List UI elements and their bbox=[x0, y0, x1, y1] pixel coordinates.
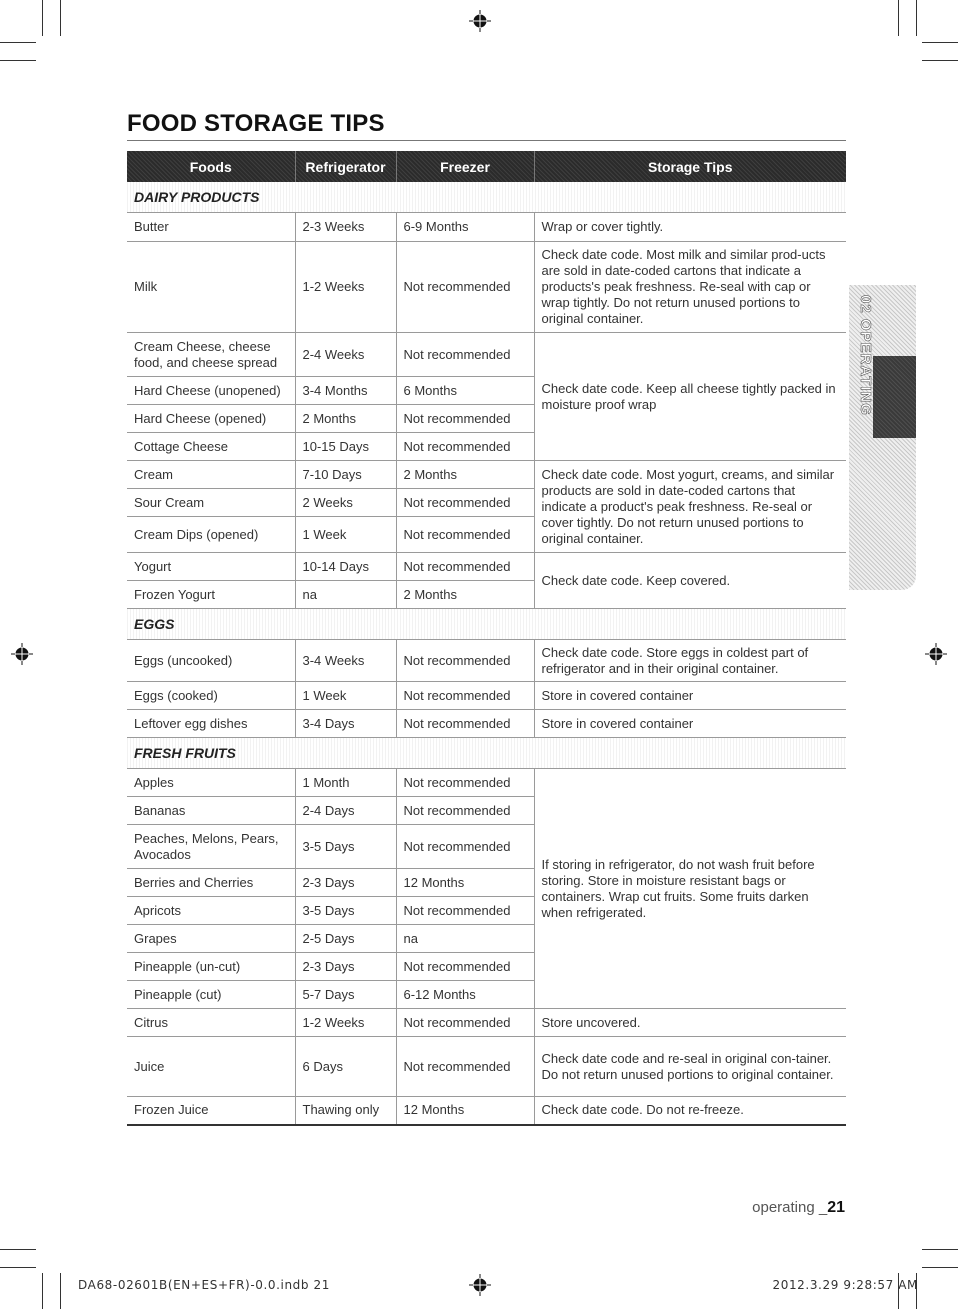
refrigerator-cell: 3-5 Days bbox=[295, 897, 396, 925]
section-row-fruits bbox=[127, 738, 846, 769]
refrigerator-cell: 2 Weeks bbox=[295, 489, 396, 517]
crop-mark bbox=[60, 1273, 61, 1309]
freezer-cell: Not recommended bbox=[396, 640, 534, 682]
food-cell: Grapes bbox=[127, 925, 295, 953]
freezer-cell: Not recommended bbox=[396, 682, 534, 710]
food-cell: Bananas bbox=[127, 797, 295, 825]
food-cell: Sour Cream bbox=[127, 489, 295, 517]
tip-cell: Wrap or cover tightly. bbox=[534, 213, 846, 242]
page-footer bbox=[752, 1199, 845, 1217]
table-row bbox=[127, 710, 846, 738]
food-cell: Pineapple (un-cut) bbox=[127, 953, 295, 981]
crop-mark bbox=[922, 60, 958, 61]
table-header-row bbox=[127, 151, 846, 182]
freezer-cell: 12 Months bbox=[396, 1097, 534, 1125]
tip-cell: Check date code. Keep all cheese tightly packed in moisture proof wrap bbox=[534, 333, 846, 461]
table-row bbox=[127, 553, 846, 581]
freezer-cell: Not recommended bbox=[396, 769, 534, 797]
food-cell: Cream Dips (opened) bbox=[127, 517, 295, 553]
refrigerator-cell: 5-7 Days bbox=[295, 981, 396, 1009]
section-title: DAIRY PRODUCTS bbox=[127, 182, 846, 213]
section-row-eggs bbox=[127, 609, 846, 640]
refrigerator-cell: 1-2 Weeks bbox=[295, 1009, 396, 1037]
column-header-foods: Foods bbox=[127, 151, 295, 182]
column-header-refrigerator: Refrigerator bbox=[295, 151, 396, 182]
food-cell: Eggs (uncooked) bbox=[127, 640, 295, 682]
freezer-cell: 2 Months bbox=[396, 581, 534, 609]
section-row-dairy bbox=[127, 182, 846, 213]
food-cell: Apricots bbox=[127, 897, 295, 925]
table-row bbox=[127, 213, 846, 242]
page-number: 21 bbox=[827, 1199, 845, 1216]
freezer-cell: 6-9 Months bbox=[396, 213, 534, 242]
refrigerator-cell: 7-10 Days bbox=[295, 461, 396, 489]
refrigerator-cell: 10-14 Days bbox=[295, 553, 396, 581]
refrigerator-cell: 2-5 Days bbox=[295, 925, 396, 953]
food-cell: Pineapple (cut) bbox=[127, 981, 295, 1009]
freezer-cell: Not recommended bbox=[396, 1037, 534, 1097]
column-header-freezer: Freezer bbox=[396, 151, 534, 182]
freezer-cell: 6 Months bbox=[396, 377, 534, 405]
refrigerator-cell: 2-3 Days bbox=[295, 953, 396, 981]
section-title: FRESH FRUITS bbox=[127, 738, 846, 769]
table-row bbox=[127, 1037, 846, 1097]
print-date-info: 2012.3.29 9:28:57 AM bbox=[772, 1278, 918, 1292]
food-cell: Eggs (cooked) bbox=[127, 682, 295, 710]
refrigerator-cell: 6 Days bbox=[295, 1037, 396, 1097]
food-cell: Cream Cheese, cheese food, and cheese spread bbox=[127, 333, 295, 377]
refrigerator-cell: na bbox=[295, 581, 396, 609]
refrigerator-cell: 2-4 Days bbox=[295, 797, 396, 825]
tip-cell: Store in covered container bbox=[534, 682, 846, 710]
crop-mark bbox=[42, 1273, 43, 1309]
food-cell: Peaches, Melons, Pears, Avocados bbox=[127, 825, 295, 869]
food-cell: Berries and Cherries bbox=[127, 869, 295, 897]
table-row bbox=[127, 1009, 846, 1037]
refrigerator-cell: 1 Week bbox=[295, 517, 396, 553]
food-cell: Juice bbox=[127, 1037, 295, 1097]
food-cell: Frozen Juice bbox=[127, 1097, 295, 1125]
food-storage-table bbox=[127, 151, 846, 1126]
freezer-cell: Not recommended bbox=[396, 242, 534, 333]
tip-cell: If storing in refrigerator, do not wash fruit before storing. Store in moisture resistant bags or containers. Wrap cut fruits. Some fruits darken when refrigerated. bbox=[534, 769, 846, 1009]
crop-mark bbox=[916, 0, 917, 36]
freezer-cell: Not recommended bbox=[396, 710, 534, 738]
registration-mark-icon bbox=[11, 643, 33, 665]
freezer-cell: Not recommended bbox=[396, 1009, 534, 1037]
crop-mark bbox=[898, 0, 899, 36]
crop-mark bbox=[922, 42, 958, 43]
print-file-info: DA68-02601B(EN+ES+FR)-0.0.indb 21 bbox=[78, 1278, 331, 1292]
refrigerator-cell: 3-4 Months bbox=[295, 377, 396, 405]
registration-mark-icon bbox=[469, 10, 491, 32]
tip-cell: Check date code. Most yogurt, creams, and similar products are sold in date-coded cartons that indicate a product's peak freshness. Re-seal or cover tightly. Do not return unused portions to original container. bbox=[534, 461, 846, 553]
refrigerator-cell: 2-3 Days bbox=[295, 869, 396, 897]
chapter-side-tab-marker bbox=[873, 356, 916, 438]
freezer-cell: Not recommended bbox=[396, 489, 534, 517]
tip-cell: Check date code. Do not re-freeze. bbox=[534, 1097, 846, 1125]
food-cell: Apples bbox=[127, 769, 295, 797]
crop-mark bbox=[60, 0, 61, 36]
food-cell: Frozen Yogurt bbox=[127, 581, 295, 609]
freezer-cell: Not recommended bbox=[396, 797, 534, 825]
food-cell: Cottage Cheese bbox=[127, 433, 295, 461]
freezer-cell: Not recommended bbox=[396, 433, 534, 461]
food-cell: Hard Cheese (opened) bbox=[127, 405, 295, 433]
food-cell: Cream bbox=[127, 461, 295, 489]
registration-mark-icon bbox=[925, 643, 947, 665]
refrigerator-cell: 3-4 Weeks bbox=[295, 640, 396, 682]
refrigerator-cell: 1 Month bbox=[295, 769, 396, 797]
food-cell: Yogurt bbox=[127, 553, 295, 581]
table-row bbox=[127, 682, 846, 710]
freezer-cell: na bbox=[396, 925, 534, 953]
table-row bbox=[127, 333, 846, 377]
refrigerator-cell: 10-15 Days bbox=[295, 433, 396, 461]
chapter-side-tab-label: 02 OPERATING bbox=[857, 295, 874, 416]
table-row bbox=[127, 769, 846, 797]
column-header-storage-tips: Storage Tips bbox=[534, 151, 846, 182]
refrigerator-cell: 2-4 Weeks bbox=[295, 333, 396, 377]
title-rule bbox=[127, 140, 846, 141]
freezer-cell: 12 Months bbox=[396, 869, 534, 897]
crop-mark bbox=[42, 0, 43, 36]
food-cell: Butter bbox=[127, 213, 295, 242]
refrigerator-cell: 1 Week bbox=[295, 682, 396, 710]
freezer-cell: Not recommended bbox=[396, 825, 534, 869]
crop-mark bbox=[922, 1267, 958, 1268]
table-row bbox=[127, 242, 846, 333]
freezer-cell: Not recommended bbox=[396, 953, 534, 981]
footer-section: operating _ bbox=[752, 1199, 828, 1216]
tip-cell: Check date code. Most milk and similar prod-ucts are sold in date-coded cartons that indicate a products's peak freshness. Re-seal with cap or wrap tightly. Do not return unused portions to original container. bbox=[534, 242, 846, 333]
freezer-cell: Not recommended bbox=[396, 333, 534, 377]
tip-cell: Check date code. Store eggs in coldest part of refrigerator and in their original container. bbox=[534, 640, 846, 682]
freezer-cell: 2 Months bbox=[396, 461, 534, 489]
refrigerator-cell: 2-3 Weeks bbox=[295, 213, 396, 242]
refrigerator-cell: 3-5 Days bbox=[295, 825, 396, 869]
tip-cell: Store in covered container bbox=[534, 710, 846, 738]
refrigerator-cell: Thawing only bbox=[295, 1097, 396, 1125]
freezer-cell: Not recommended bbox=[396, 517, 534, 553]
crop-mark bbox=[0, 60, 36, 61]
food-cell: Leftover egg dishes bbox=[127, 710, 295, 738]
freezer-cell: Not recommended bbox=[396, 405, 534, 433]
freezer-cell: 6-12 Months bbox=[396, 981, 534, 1009]
tip-cell: Store uncovered. bbox=[534, 1009, 846, 1037]
table-row bbox=[127, 1097, 846, 1125]
registration-mark-icon bbox=[469, 1274, 491, 1296]
crop-mark bbox=[922, 1249, 958, 1250]
tip-cell: Check date code. Keep covered. bbox=[534, 553, 846, 609]
refrigerator-cell: 3-4 Days bbox=[295, 710, 396, 738]
section-title: EGGS bbox=[127, 609, 846, 640]
table-row bbox=[127, 461, 846, 489]
table-row bbox=[127, 640, 846, 682]
crop-mark bbox=[0, 1249, 36, 1250]
refrigerator-cell: 2 Months bbox=[295, 405, 396, 433]
freezer-cell: Not recommended bbox=[396, 553, 534, 581]
freezer-cell: Not recommended bbox=[396, 897, 534, 925]
food-cell: Milk bbox=[127, 242, 295, 333]
food-cell: Citrus bbox=[127, 1009, 295, 1037]
page-title: FOOD STORAGE TIPS bbox=[127, 110, 385, 137]
crop-mark bbox=[0, 1267, 36, 1268]
tip-cell: Check date code and re-seal in original con-tainer. Do not return unused portions to original container. bbox=[534, 1037, 846, 1097]
crop-mark bbox=[0, 42, 36, 43]
refrigerator-cell: 1-2 Weeks bbox=[295, 242, 396, 333]
food-cell: Hard Cheese (unopened) bbox=[127, 377, 295, 405]
